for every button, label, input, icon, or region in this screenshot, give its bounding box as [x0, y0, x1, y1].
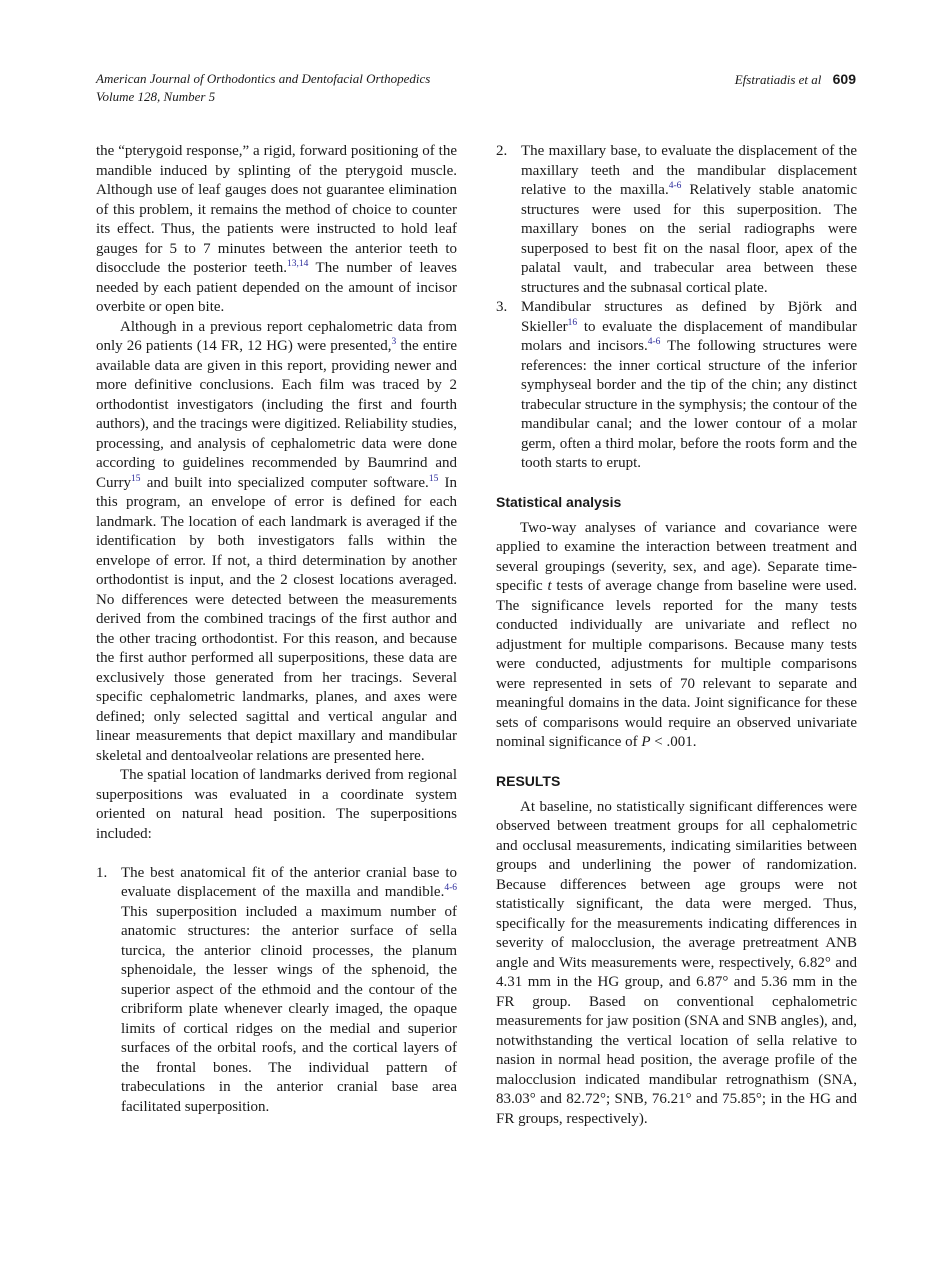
- paragraph-statistical-analysis: Two-way analyses of variance and covariance were applied to examine the interaction between treatment and several groupings (severity, sex, and age). Separate time-specific t tests of average change from baseline were used. The significance levels reported for the many tests conducted individually are univariate and reflect no adjustment for multiple comparisons. Because many tests were conducted, adjustments for multiple comparisons were represented in sets of 70 relevant to separate and meaningful domains in the data. Joint significance for these sets of comparisons would require an observed univariate nominal significance of P < .001.: [496, 519, 858, 750]
- page-info: [735, 70, 856, 89]
- running-header: [96, 70, 856, 110]
- list-item-maxillary-base: 2. The maxillary base, to evaluate the displacement of the maxillary teeth and the mandibular displacement relative to the maxilla.$^{4-6}$ Relatively stable anatomic structures were used for this superposition. The maxillary bones on the serial radiographs were superposed to best fit on the nasal floor, apex of the palatal vault, and trabecular area between these structures and the subnasal cortical plate.: [496, 143, 857, 296]
- reference-link[interactable]: 4-6: [668, 181, 682, 191]
- reference-link[interactable]: 4-6: [647, 337, 661, 347]
- paragraph-results: At baseline, no statistically significant differences were observed between treatment groups for all cephalometric and occlusal measurements, indicating similarities between groups and underlining the power of randomization. Because differences between age groups were not statistically significant, the data were merged. Thus, specifically for the measurements indicating differences in severity of malocclusion, the average pretreatment ANB angle and Wits measurements were, respectively, 6.82° and 4.31 mm in the HG group, and 6.87° and 5.36 mm in the FR group. Based on conventional cephalometric measurements for jaw position (SNA and SNB angles), and, notwithstanding the vertical location of sella relative to nasion in normal head position, the average profile of the malocclusion indicated mandibular retrognathism (SNA, 83.03° and 82.72°; SNB, 76.21° and 75.85°; in the HG and FR groups, respectively).: [496, 798, 857, 1127]
- right-column: [496, 142, 857, 1129]
- journal-title: American Journal of Orthodontics and Dentofacial Orthopedics: [96, 71, 431, 86]
- reference-link[interactable]: 3: [391, 337, 397, 347]
- list-item-cranial-base: 1. The best anatomical fit of the anterior cranial base to evaluate displacement of the maxilla and mandible.$^{4-6}$ This superposition included a maximum number of anatomic structures: the anterior surface of sella turcica, the anterior clinoid processes, the planum sphenoidale, the lesser wings of the sphenoid, the superior aspect of the ethmoid and the contour of the cribriform plate whenever clearly imaged, the opaque limits of cortical ridges on the medial and superior surfaces of the orbital roofs, and the cortical layers of the frontal bones. The individual pattern of trabeculations in the anterior cranial base area facilitated superposition.: [96, 864, 457, 1115]
- journal-volume: Volume 128, Number 5: [96, 89, 216, 104]
- reference-link[interactable]: 13,14: [287, 259, 309, 269]
- paragraph-leaf-gauges: the “pterygoid response,” a rigid, forward positioning of the mandible induced by splinting of the pterygoid muscle. Although use of leaf gauges does not guarantee elimination of this problem, it remains the method of choice to counter its effect. Thus, the patients were instructed to hold leaf gauges for 5 to 7 minutes between the anterior teeth to disocclude the posterior teeth.$^{13,14}$ The number of leaves needed by each patient depended on the amount of incisor overbite or open bite.: [96, 143, 457, 315]
- reference-link[interactable]: 15: [428, 473, 439, 484]
- list-number: 1.: [96, 864, 108, 881]
- section-heading-statistical-analysis: Statistical analysis: [496, 494, 622, 510]
- section-heading-results: RESULTS: [496, 773, 561, 789]
- paragraph-superpositions-intro: The spatial location of landmarks derived from regional superpositions was evaluated in a coordinate system oriented on natural head position. The superpositions included:: [96, 767, 457, 842]
- list-number: 2.: [496, 143, 508, 159]
- list-item-mandibular-structures: 3. Mandibular structures as defined by Björk and Skieller$^{16}$ to evaluate the displacement of mandibular molars and incisors.$^{4-6}$ The following structures were references: the inner cortical structure of the inferior symphyseal border and the tip of the chin; any distinct trabecular structure in the symphysis; the contour of the mandibular canal; and the lower contour of a molar germ, often a third molar, before the roots form and the tooth starts to erupt.: [496, 299, 857, 471]
- reference-link[interactable]: 15: [131, 473, 141, 484]
- paragraph-tracing-methods: Although in a previous report cephalometric data from only 26 patients (14 FR, 12 HG) were presented,$^3$ the entire available data are given in this report, providing newer and more definitive conclusions. Each film was traced by 2 orthodontist investigators (including the first and fourth authors), and the tracings were digitized. Reliability studies, processing, and analysis of cephalometric data were done according to guidelines recommended by Baumrind and Curry$^{15}$ and built into specialized computer software.$^{15}$ In this program, an envelope of error is defined for each landmark. The location of each landmark is averaged if the identification by both investigators falls within the envelope of error. If not, a third determination by another orthodontist is input, and the 2 closest locations averaged. No differences were detected between the measurements derived from the combined tracings of the first author and the other tracing orthodontist. For this reason, and because the first author performed all superpositions, these data are exclusively those generated from her tracings. Several specific cephalometric landmarks, planes, and axes were defined; only selected sagittal and vertical angular and linear measurements that depict maxillary and mandibular skeletal and dentoalveolar relations are presented here.: [96, 318, 457, 764]
- reference-link[interactable]: 4-6: [444, 883, 457, 893]
- reference-link[interactable]: 16: [567, 317, 578, 328]
- page-number: 609: [832, 71, 856, 87]
- left-column: [96, 142, 457, 1117]
- list-number: 3.: [496, 299, 508, 315]
- running-author: Efstratiadis et al: [734, 72, 822, 87]
- journal-info: [96, 70, 430, 106]
